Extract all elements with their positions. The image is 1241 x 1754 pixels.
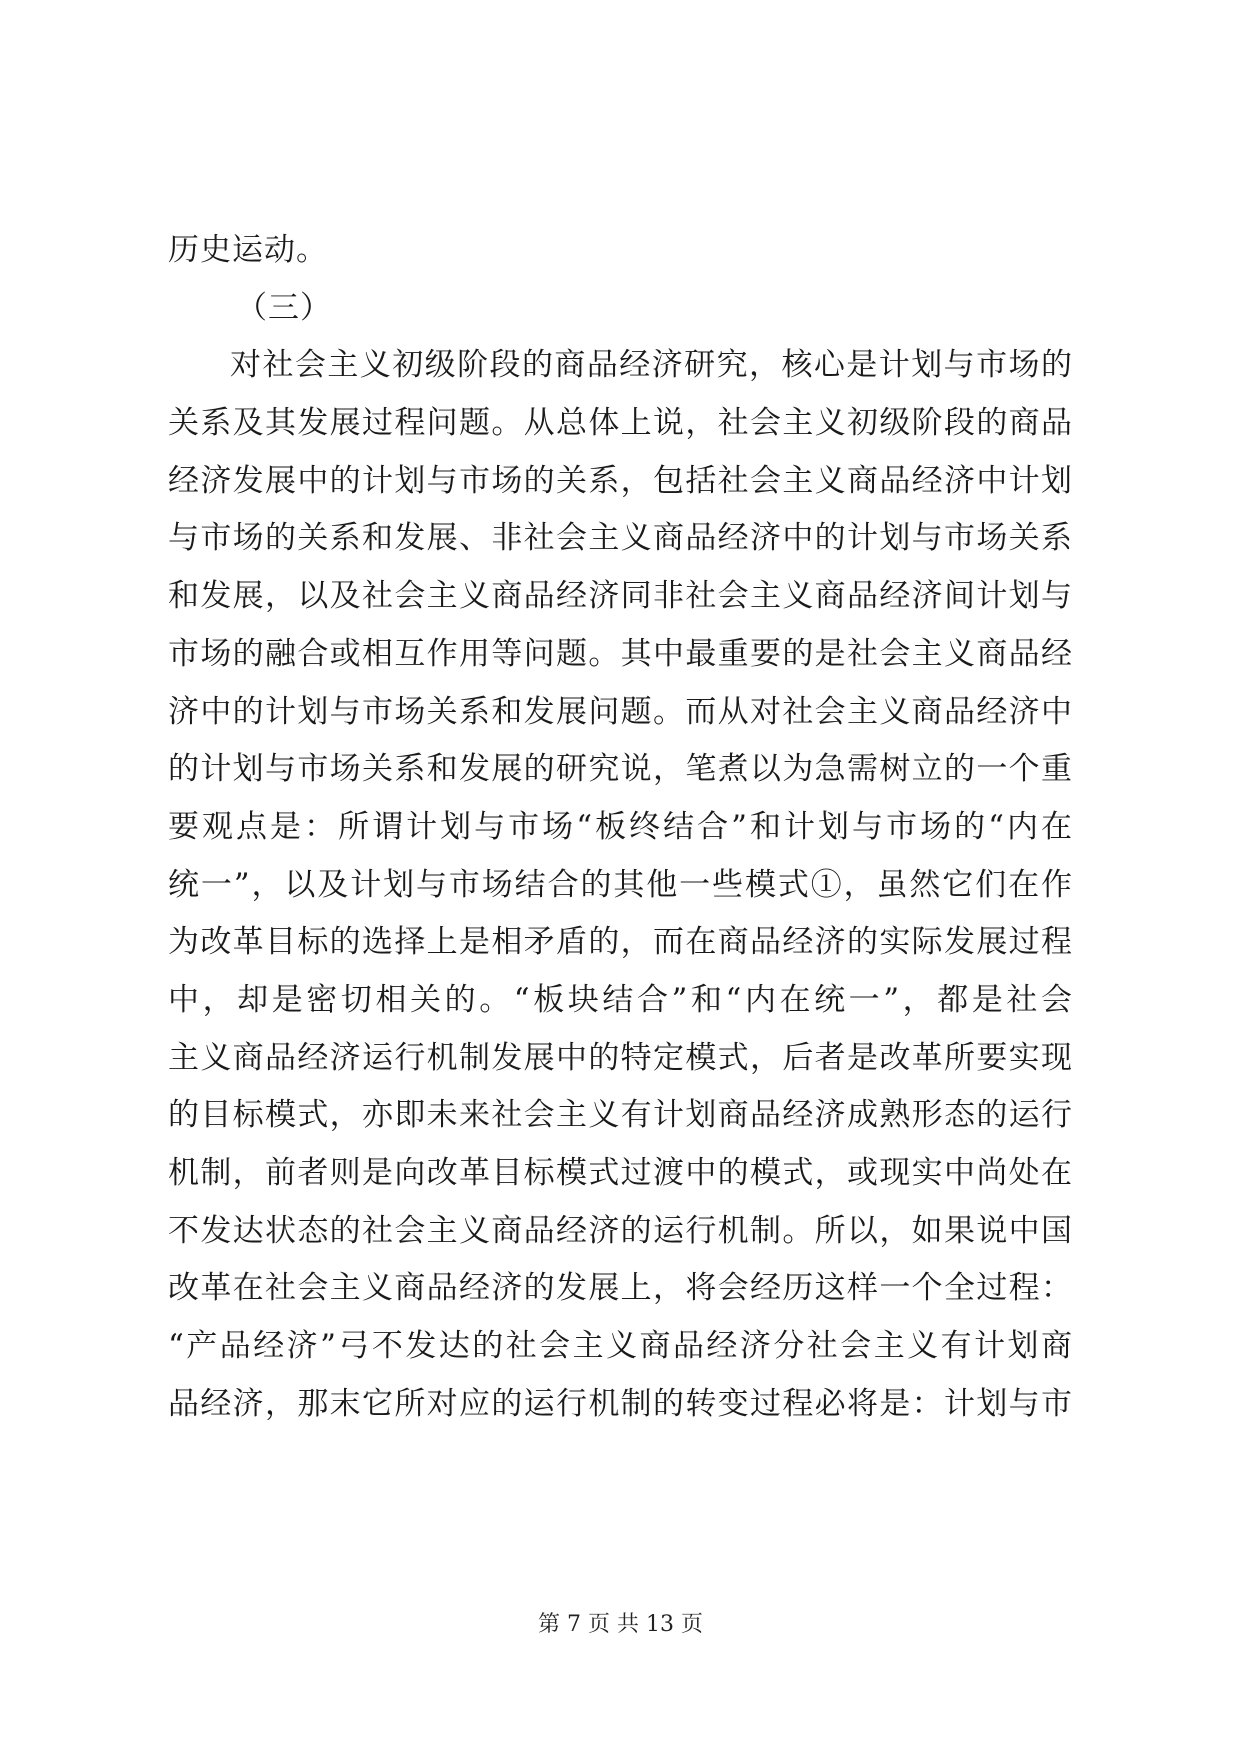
text-line: 济中的计划与市场关系和发展问题。而从对社会主义商品经济中 bbox=[168, 693, 1073, 730]
text-line: 和发展，以及社会主义商品经济同非社会主义商品经济间计划与 bbox=[168, 578, 1073, 615]
text-line: 改革在社会主义商品经济的发展上，将会经历这样一个全过程： bbox=[168, 1270, 1073, 1307]
text-line: 市场的融合或相互作用等问题。其中最重要的是社会主义商品经 bbox=[168, 635, 1073, 672]
text-line: 主义商品经济运行机制发展中的特定模式，后者是改革所要实现 bbox=[168, 1039, 1073, 1076]
text-line: 不发达状态的社会主义商品经济的运行机制。所以，如果说中国 bbox=[168, 1212, 1073, 1249]
text-line: 经济发展中的计划与市场的关系，包括社会主义商品经济中计划 bbox=[168, 462, 1073, 499]
text-line: 与市场的关系和发展、非社会主义商品经济中的计划与市场关系 bbox=[168, 520, 1073, 557]
text-line: 的目标模式，亦即未来社会主义有计划商品经济成熟形态的运行 bbox=[168, 1097, 1073, 1134]
text-line: 机制，前者则是向改革目标模式过渡中的模式，或现实中尚处在 bbox=[168, 1155, 1073, 1191]
text-line: 品经济，那末它所对应的运行机制的转变过程必将是：计划与市 bbox=[168, 1385, 1073, 1422]
page-number: 第 7 页 共 13 页 bbox=[538, 1612, 703, 1637]
text-line: 的计划与市场关系和发展的研究说，笔煮以为急需树立的一个重 bbox=[168, 751, 1073, 788]
body-text bbox=[168, 222, 1073, 1433]
text-line: 为改革目标的选择上是相矛盾的，而在商品经济的实际发展过程 bbox=[168, 924, 1073, 961]
text-line: 中，却是密切相关的。“板块结合”和“内在统一”，都是社会 bbox=[168, 981, 1073, 1018]
text-line: 要观点是：所谓计划与市场“板终结合”和计划与市场的“内在 bbox=[168, 808, 1073, 845]
section-heading: （三） bbox=[236, 289, 332, 326]
text-line: 关系及其发展过程问题。从总体上说，社会主义初级阶段的商品 bbox=[168, 405, 1073, 442]
paragraph-first-line: 对社会主义初级阶段的商品经济研究，核心是计划与市场的 bbox=[230, 347, 1073, 384]
text-line: 历史运动。 bbox=[168, 232, 328, 268]
text-line: 统一”，以及计划与市场结合的其他一些模式①，虽然它们在作 bbox=[168, 866, 1073, 903]
text-line: “产品经济”弓不发达的社会主义商品经济分社会主义有计划商 bbox=[168, 1328, 1073, 1365]
